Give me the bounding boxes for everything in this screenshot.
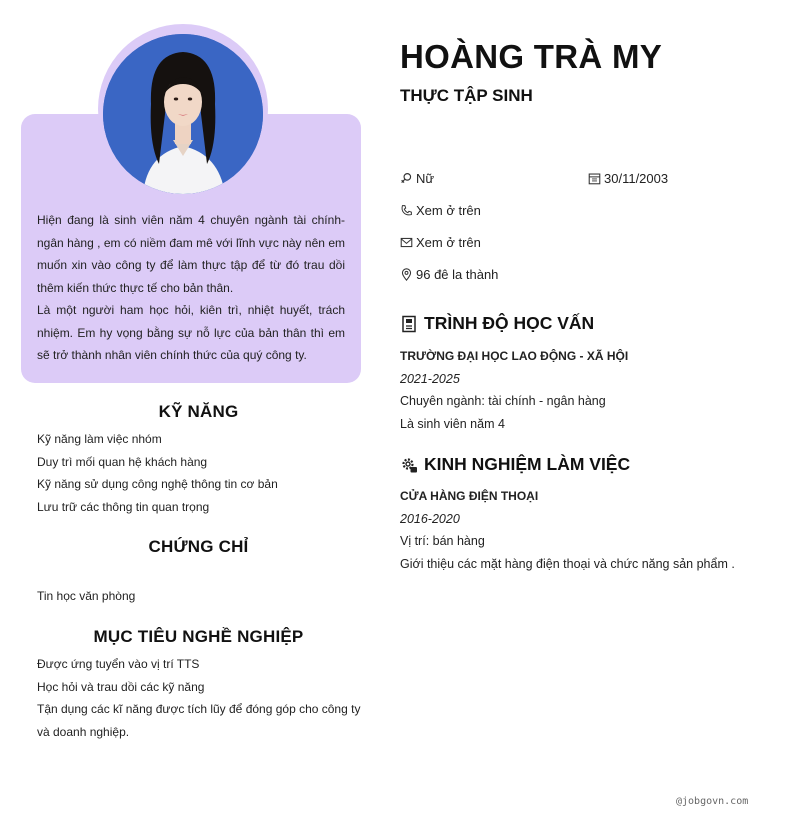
certificates-list	[37, 585, 367, 608]
mail-icon	[400, 236, 413, 249]
education-note: Là sinh viên năm 4	[400, 416, 505, 431]
list-item: Lưu trữ các thông tin quan trọng	[37, 499, 210, 514]
address-info	[400, 267, 498, 282]
experience-description: Giới thiệu các mặt hàng điện thoại và chức năng sản phẩm .	[400, 556, 735, 571]
certificates-heading: CHỨNG CHỈ	[148, 537, 249, 556]
list-item: Kỹ năng làm việc nhóm	[37, 432, 162, 446]
list-item: Kỹ năng sử dụng công nghệ thông tin cơ bản	[37, 477, 278, 491]
email-info	[400, 235, 481, 250]
list-item: Tận dụng các kĩ năng được tích lũy để đóng góp cho công ty	[37, 702, 361, 716]
candidate-name: HOÀNG TRÀ MY	[400, 38, 663, 75]
education-school: TRƯỜNG ĐẠI HỌC LAO ĐỘNG - XÃ HỘI	[400, 349, 629, 363]
experience-title: KINH NGHIỆM LÀM VIỆC	[424, 454, 631, 474]
gender-value: Nữ	[416, 171, 435, 186]
list-item: và doanh nghiệp.	[37, 724, 130, 739]
phone-info	[400, 203, 481, 218]
list-item: Học hỏi và trau dồi các kỹ năng	[37, 679, 205, 694]
gender-info	[400, 171, 434, 186]
gender-icon	[400, 172, 413, 185]
experience-company: CỬA HÀNG ĐIỆN THOẠI	[400, 489, 539, 503]
objective-heading: MỤC TIÊU NGHỀ NGHIỆP	[93, 627, 304, 646]
about-paragraph: Là một người ham học hỏi, kiên trì, nhiệt huyết, trách nhiệm. Em hy vọng bằng sự nỗ lực của bản thân thì em sẽ trở thành nhân viên chính thức của quý công ty.	[37, 303, 345, 362]
portrait-illustration	[103, 34, 263, 194]
phone-icon	[400, 204, 413, 217]
about-paragraph: Hiện đang là sinh viên năm 4 chuyên ngành tài chính- ngân hàng , em có niềm đam mê với lĩnh vực này nên em muốn xin vào công ty để làm thực tập để từ đó trau dồi thêm kiến thức thực tế cho bản thân.	[37, 213, 345, 295]
email-value: Xem ở trên	[416, 235, 481, 250]
about-text	[37, 209, 345, 367]
calendar-icon	[588, 172, 601, 185]
phone-value: Xem ở trên	[416, 203, 481, 218]
experience-heading	[400, 454, 630, 475]
location-pin-icon	[400, 268, 413, 281]
experience-period: 2016-2020	[400, 511, 460, 526]
experience-entry	[400, 485, 735, 575]
education-entry	[400, 345, 628, 435]
avatar	[103, 34, 263, 194]
birthday-value: 30/11/2003	[604, 171, 669, 186]
education-title: TRÌNH ĐỘ HỌC VẤN	[424, 313, 595, 333]
watermark: @jobgovn.com	[676, 796, 749, 807]
list-item: Duy trì mối quan hệ khách hàng	[37, 454, 208, 469]
skills-list	[37, 428, 367, 518]
education-heading	[400, 313, 594, 334]
address-value: 96 đê la thành	[416, 267, 499, 282]
education-major: Chuyên ngành: tài chính - ngân hàng	[400, 394, 606, 408]
list-item: Tin học văn phòng	[37, 589, 136, 603]
list-item: Được ứng tuyển vào vị trí TTS	[37, 657, 200, 671]
candidate-role: THỰC TẬP SINH	[400, 86, 533, 105]
experience-position: Vị trí: bán hàng	[400, 534, 485, 548]
birthday-info	[588, 171, 668, 186]
objective-list	[37, 653, 367, 743]
education-icon	[400, 315, 418, 333]
gear-icon	[400, 456, 418, 474]
education-period: 2021-2025	[400, 371, 460, 386]
skills-heading: KỸ NĂNG	[158, 402, 239, 421]
